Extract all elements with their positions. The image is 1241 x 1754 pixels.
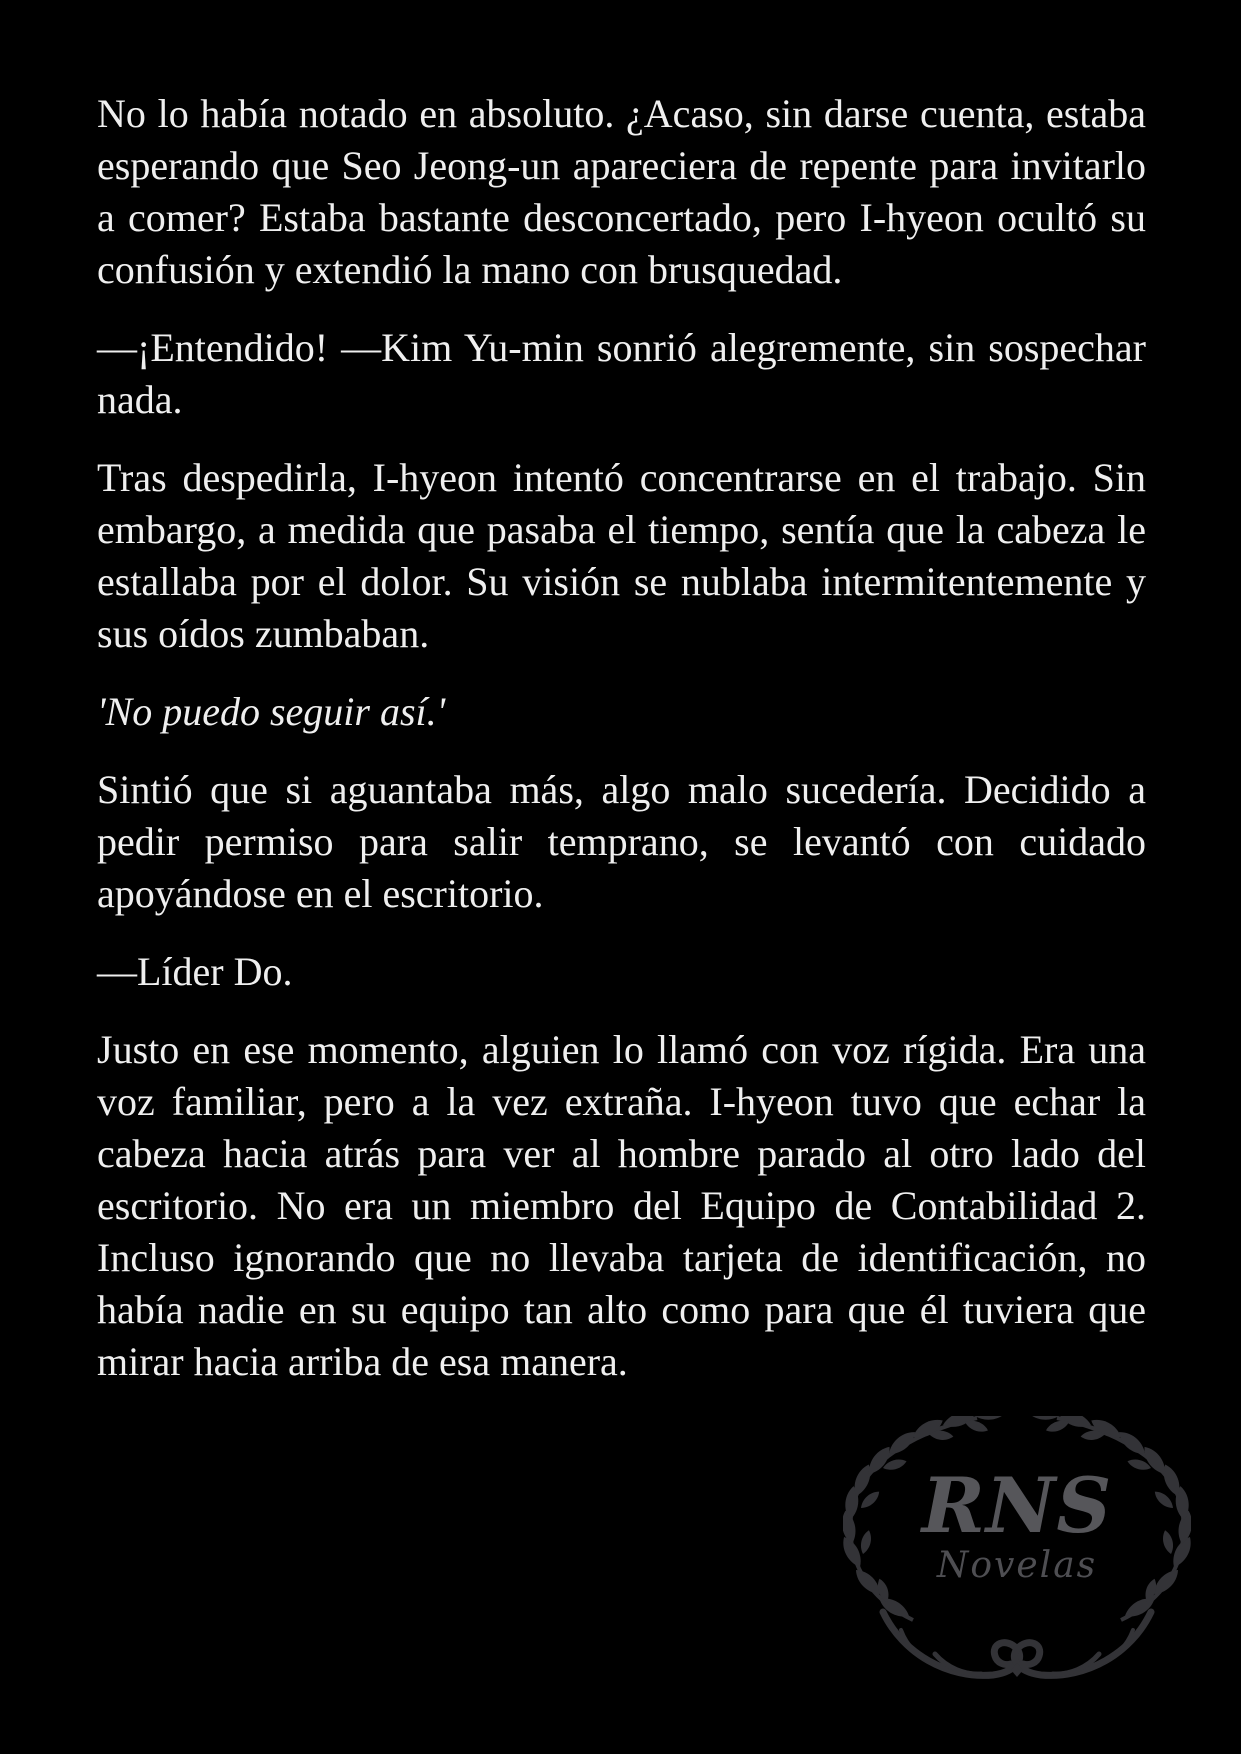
watermark-text [843,1461,1191,1586]
watermark-subtitle: Novelas [936,1545,1098,1586]
watermark-title: RNS [921,1461,1113,1550]
inner-thought-paragraph: 'No puedo seguir así.' [97,689,446,734]
paragraph: Justo en ese momento, alguien lo llamó con voz rígida. Era una voz familiar, pero a la vez extraña. I-hyeon tuvo que echar la cabeza hacia atrás para ver al hombre parado al otro lado del escritorio. No era un miembro del Equipo de Contabilidad 2. Incluso ignorando que no llevaba tarjeta de identificación, no había nadie en su equipo tan alto como para que él tuviera que mirar hacia arriba de esa manera. [97,1027,1146,1384]
paragraph: —Líder Do. [97,949,293,994]
paragraph: No lo había notado en absoluto. ¿Acaso, sin darse cuenta, estaba esperando que Seo Jeong-un apareciera de repente para invitarlo a comer? Estaba bastante desconcertado, pero I-hyeon ocultó su confusión y extendió la mano con brusquedad. [97,91,1146,292]
novel-text [97,88,1146,1414]
paragraph: —¡Entendido! —Kim Yu-min sonrió alegremente, sin sospechar nada. [97,325,1146,422]
paragraph: Tras despedirla, I-hyeon intentó concentrarse en el trabajo. Sin embargo, a medida que pasaba el tiempo, sentía que la cabeza le estallaba por el dolor. Su visión se nublaba intermitentemente y sus oídos zumbaban. [97,455,1146,656]
paragraph: Sintió que si aguantaba más, algo malo sucedería. Decidido a pedir permiso para salir temprano, se levantó con cuidado apoyándose en el escritorio. [97,767,1146,916]
watermark [843,1416,1191,1684]
